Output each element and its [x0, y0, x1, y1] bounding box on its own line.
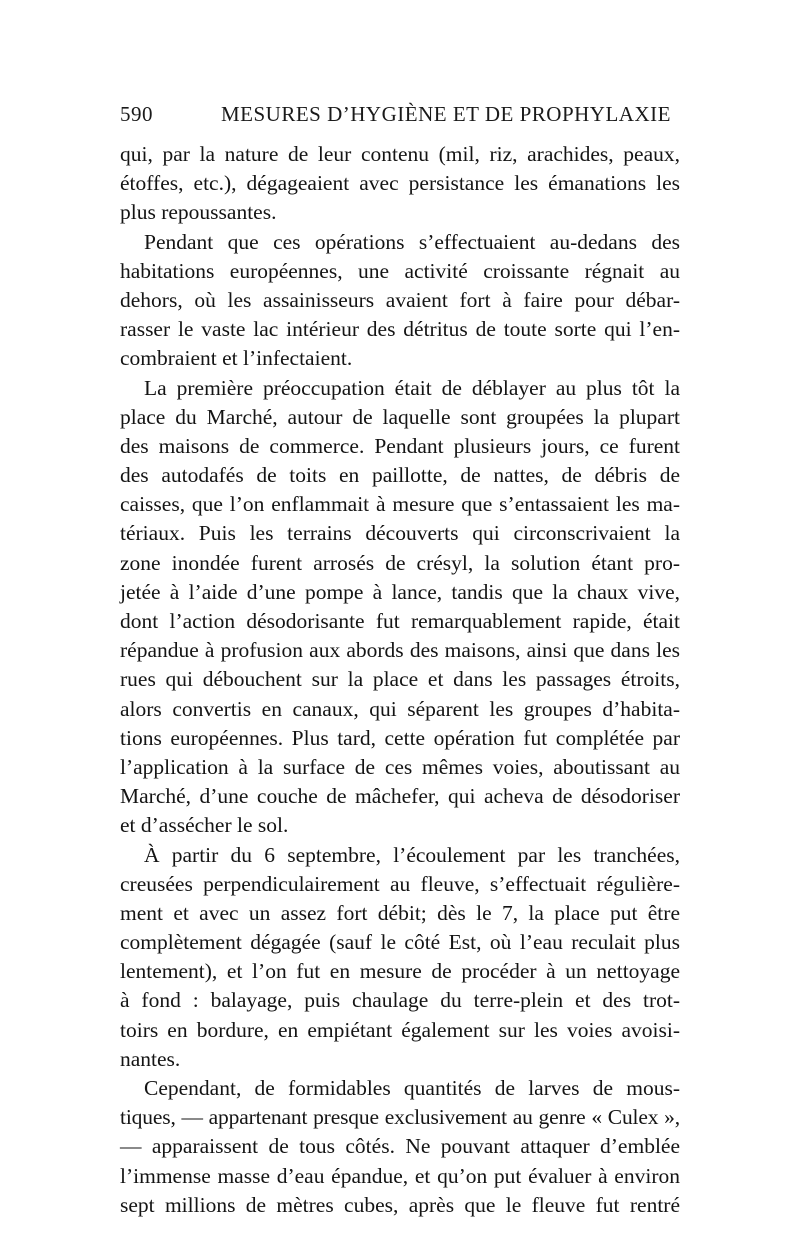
- text-line: à fond : balayage, puis chaulage du terre-plein et des trot-: [120, 988, 680, 1013]
- text-line: combraient et l’infectaient.: [120, 346, 353, 371]
- body-text: [120, 140, 680, 1220]
- page-number: 590: [120, 102, 153, 126]
- text-line: lentement), et l’on fut en mesure de procéder à un nettoyage: [120, 959, 680, 984]
- text-line: nantes.: [120, 1046, 181, 1071]
- text-line: sept millions de mètres cubes, après que le fleuve fut rentré: [120, 1192, 680, 1217]
- text-line: La première préoccupation était de déblayer au plus tôt la: [144, 375, 680, 400]
- running-title: MESURES D’HYGIÈNE ET DE PROPHYLAXIE: [221, 102, 671, 126]
- text-line: caisses, que l’on enflammait à mesure que s’entassaient les ma-: [120, 492, 680, 517]
- text-line: des maisons de commerce. Pendant plusieurs jours, ce furent: [120, 433, 680, 458]
- text-line: répandue à profusion aux abords des maisons, ainsi que dans les: [120, 638, 680, 663]
- text-line: rasser le vaste lac intérieur des détritus de toute sorte qui l’en-: [120, 317, 680, 342]
- text-line: zone inondée furent arrosés de crésyl, la solution étant pro-: [120, 550, 680, 575]
- text-line: Pendant que ces opérations s’effectuaient au-dedans des: [144, 229, 680, 254]
- text-line: habitations européennes, une activité croissante régnait au: [120, 258, 680, 283]
- text-line: l’immense masse d’eau épandue, et qu’on put évaluer à environ: [120, 1163, 680, 1188]
- text-line: À partir du 6 septembre, l’écoulement par les tranchées,: [144, 842, 680, 867]
- text-line: des autodafés de toits en paillotte, de nattes, de débris de: [120, 463, 680, 488]
- text-line: Marché, d’une couche de mâchefer, qui acheva de désodoriser: [120, 784, 680, 809]
- text-line: et d’assécher le sol.: [120, 813, 289, 838]
- text-line: creusées perpendiculairement au fleuve, s’effectuait régulière-: [120, 871, 680, 896]
- text-line: complètement dégagée (sauf le côté Est, où l’eau reculait plus: [120, 930, 680, 955]
- text-line: alors convertis en canaux, qui séparent les groupes d’habita-: [120, 696, 680, 721]
- text-line: étoffes, etc.), dégageaient avec persistance les émanations les: [120, 171, 680, 196]
- text-line: tions européennes. Plus tard, cette opération fut complétée par: [120, 725, 680, 750]
- text-line: plus repoussantes.: [120, 200, 277, 225]
- text-line: Cependant, de formidables quantités de larves de mous-: [144, 1076, 680, 1100]
- text-line: tiques, — appartenant presque exclusivement au genre « Culex »,: [120, 1105, 680, 1130]
- text-line: toirs en bordure, en empiétant également sur les voies avoisi-: [120, 1017, 680, 1042]
- text-line: place du Marché, autour de laquelle sont groupées la plupart: [120, 404, 680, 429]
- text-line: l’application à la surface de ces mêmes voies, aboutissant au: [120, 754, 680, 779]
- text-line: ment et avec un assez fort débit; dès le 7, la place put être: [120, 900, 680, 925]
- text-line: qui, par la nature de leur contenu (mil, riz, arachides, peaux,: [120, 142, 680, 166]
- text-line: dont l’action désodorisante fut remarquablement rapide, était: [120, 609, 680, 633]
- text-line: — apparaissent de tous côtés. Ne pouvant attaquer d’emblée: [120, 1134, 680, 1159]
- page-header: [120, 102, 686, 132]
- text-line: tériaux. Puis les terrains découverts qui circonscrivaient la: [120, 521, 680, 546]
- text-line: dehors, où les assainisseurs avaient fort à faire pour débar-: [120, 287, 680, 312]
- text-line: rues qui débouchent sur la place et dans les passages étroits,: [120, 667, 680, 692]
- text-line: jetée à l’aide d’une pompe à lance, tandis que la chaux vive,: [120, 579, 680, 604]
